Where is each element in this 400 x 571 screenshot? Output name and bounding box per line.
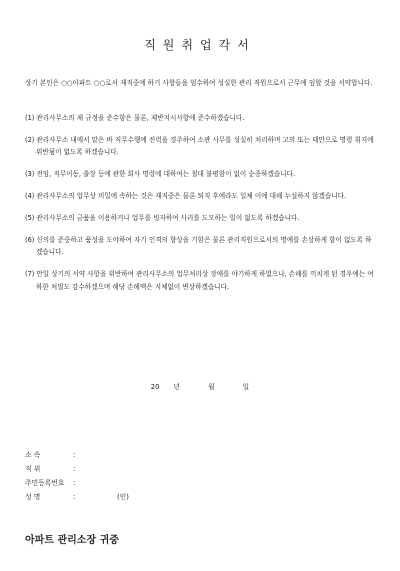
pledge-clause-6: (6) 신의를 준중하고 품성을 도야하여 자기 인격의 향상을 기함은 물론 관리직원으로서의 명예를 손상하게 함이 없도록 하겠습니다. <box>25 235 372 257</box>
pledge-clause-2: (2) 관리사무소 내에서 맡은 바 직무수행에 전력을 경주하여 소관 사무를 성실히 처리하며 고의 또는 태만으로 명령 취지에 위반됨이 없도록 하겠습니다. <box>25 135 374 157</box>
date-day-unit: 일 <box>242 383 250 391</box>
seal-mark: (인) <box>117 493 129 501</box>
pledge-clause-1: (1) 관리사무소의 제 규정을 준수함은 물론, 제반지시사항에 준수하겠습니다. <box>25 114 245 122</box>
date-month-unit: 월 <box>208 383 215 391</box>
position-label: 직 위 <box>25 465 41 473</box>
affiliation-label: 소 속 <box>25 451 41 459</box>
document-title: 직원취업각서 <box>144 38 256 52</box>
pledge-clauses <box>25 112 377 303</box>
position-colon: : <box>73 465 76 473</box>
signer-info <box>25 448 129 504</box>
addressee: 아파트 관리소장 귀중 <box>25 535 119 546</box>
pledge-intro: 상기 본인은 ○○아파트 ○○로서 재직중에 하기 사항들을 엄수하여 성실한 관리 직원으로서 근무에 임할 것을 서약합니다. <box>25 79 373 87</box>
name-row <box>25 490 129 504</box>
pledge-clause-4: (4) 관리사무소의 업무상 비밀에 속하는 것은 재직중은 물론 퇴직 후에라도 일체 이에 대해 누설하지 않겠습니다. <box>25 192 347 201</box>
resident-number-row <box>25 476 129 490</box>
pledge-clause-5: (5) 관리사무소의 금품을 이용하거나 업무를 빙자하여 사리를 도모하는 일이 없도록 하겠습니다. <box>25 214 300 223</box>
affiliation-colon: : <box>73 451 76 459</box>
resident-number-label: 주민등록번호 <box>25 479 65 487</box>
date-year-unit: 년 <box>173 383 181 391</box>
name-label: 성 명 <box>25 493 41 501</box>
signing-date <box>0 381 400 391</box>
affiliation-row <box>25 448 129 462</box>
date-year-prefix: 20 <box>150 383 160 391</box>
resident-number-colon: : <box>73 479 76 487</box>
pledge-clause-7: (7) 만일 상기의 서약 사항을 위반하여 관리사무소의 업무처리상 장애를 야기하게 하였으나, 손해를 끼치게 된 경우에는 여하한 처벌도 감수하겠으며 해당 손해액은 지체없이 변상하겠습니다. <box>25 270 374 291</box>
position-row <box>25 462 129 476</box>
pledge-clause-3: (3) 전임, 직무이동, 출장 등에 관한 회사 명령에 대하여는 절대 불평함이 없이 순종하겠습니다. <box>25 170 296 179</box>
name-colon: : <box>73 493 76 501</box>
